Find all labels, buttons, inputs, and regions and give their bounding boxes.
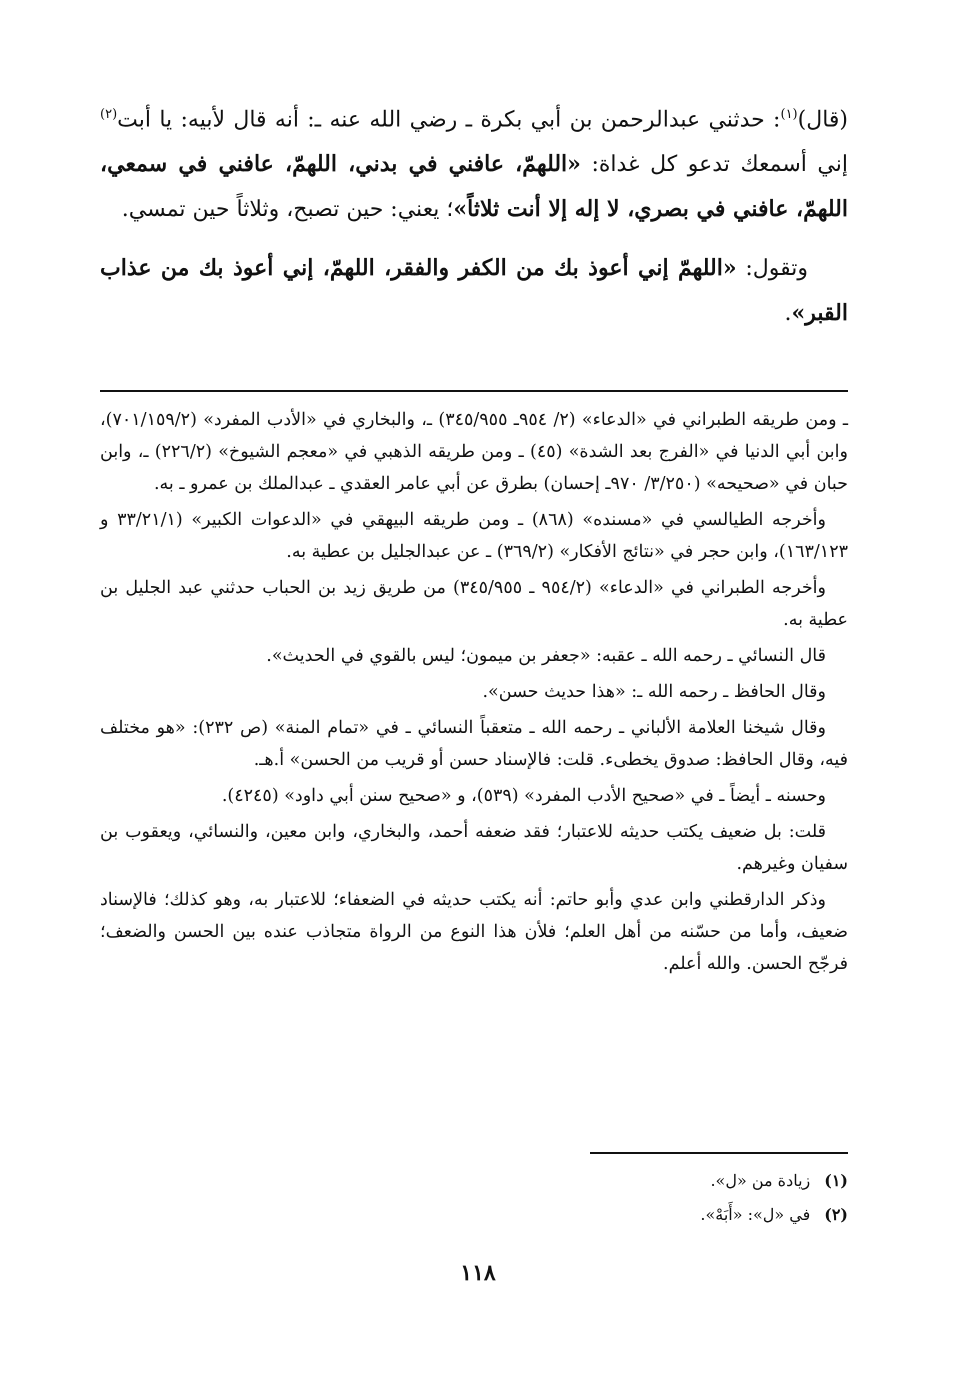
footnote-divider	[590, 1152, 848, 1154]
note-paragraph: ـ ومن طريقه الطبراني في «الدعاء» (٢/ ٩٥٤ـ ٣٤٥/٩٥٥) ـ، والبخاري في «الأدب المفرد» (٧٠١/١٥٩/٢)، وابن أبي الدنيا في «الفرج بعد الشدة» (٤٥) ـ ومن طريقه الذهبي في «معجم الشيوخ» (٢٢٦/٢) ـ، وابن حبان في «صحيحه» (٣/٢٥٠/ ٩٧٠ـ إحسان) بطرق عن أبي عامر العقدي ـ عبدالملك بن عمرو ـ به.	[100, 410, 848, 494]
note-paragraph: وأخرجه الطيالسي في «مسنده» (٨٦٨) ـ ومن طريقه البيهقي في «الدعوات الكبير» (٣٣/٢١/١ و ١٦٣/١٢٣)، وابن حجر في «نتائج الأفكار» (٣٦٩/٢) ـ عن عبدالجليل بن عطية به.	[100, 510, 848, 562]
text-run: وتقول:	[736, 256, 808, 282]
note-paragraph: وقال شيخنا العلامة الألباني ـ رحمه الله ـ متعقباً النسائي ـ في «تمام المنة» (ص ٢٣٢): «هو مختلف فيه، وقال الحافظ: صدوق يخطىء. قلت: فالإسناد حسن أو قريب من الحسن» أ.هـ.	[100, 718, 848, 770]
text-run: (قال)	[797, 107, 848, 133]
note-paragraph: قال النسائي ـ رحمه الله ـ عقبه: «جعفر بن ميمون؛ ليس بالقوي في الحديث».	[266, 646, 826, 666]
hadith-paragraph	[100, 92, 848, 232]
main-text	[100, 92, 848, 350]
note-paragraph: وذكر الدارقطني وابن عدي وأبو حاتم: أنه يكتب حديثه في الضعفاء؛ للاعتبار به، وهو كذلك؛ فالإسناد ضعيف، وأما من حسّنه من أهل العلم؛ فلأن هذا النوع من الرواة متجاذب عنده بين الحسن والضعف؛ فرجّح الحسن. والله أعلم.	[100, 890, 848, 974]
takhrij-notes	[100, 404, 848, 984]
text-run: ؛ يعني: حين تصبح، وثلاثاً حين تمسي.	[121, 197, 454, 223]
supplication-paragraph	[100, 246, 848, 336]
supplication-text: «اللهمّ، عافني في بدني، اللهمّ، عافني في سمعي، اللهمّ، عافني في بصري، لا إله إلا أنت ثلاثاً»	[100, 151, 848, 223]
note-paragraph: وقال الحافظ ـ رحمه الله ـ: «هذا حديث حسن».	[482, 682, 826, 702]
footnote-text: في «ل»: «أَبَهْ».	[700, 1205, 811, 1224]
footnotes	[100, 1164, 848, 1232]
footnote-ref-2[interactable]: (٢)	[100, 107, 118, 122]
page-number: ١١٨	[460, 1260, 496, 1286]
footnote-text: زيادة من «ل».	[710, 1171, 811, 1190]
note-paragraph: وأخرجه الطبراني في «الدعاء» (٩٥٤/٢ ـ ٣٤٥/٩٥٥) من طريق زيد بن الحباب حدثني عبد الجليل بن عطية به.	[100, 578, 848, 630]
footnote-2	[100, 1198, 848, 1232]
note-paragraph: قلت: بل ضعيف يكتب حديثه للاعتبار؛ فقد ضعفه أحمد، والبخاري، وابن معين، والنسائي، ويعقوب بن سفيان وغيرهم.	[100, 822, 848, 874]
note-paragraph: وحسنه ـ أيضاً ـ في «صحيح الأدب المفرد» (٥٣٩)، و «صحيح سنن أبي داود» (٤٢٤٥).	[221, 786, 826, 806]
text-run: : حدثني عبدالرحمن بن أبي بكرة ـ رضي الله عنه ـ: أنه قال لأبيه: يا أبت	[117, 107, 781, 133]
main-divider	[100, 390, 848, 392]
supplication-text: «اللهمّ إني أعوذ بك من الكفر والفقر، اللهمّ، إني أعوذ بك من عذاب القبر»	[100, 255, 848, 327]
text-run: .	[784, 301, 792, 327]
footnote-number: (١)	[824, 1171, 848, 1190]
footnote-ref-1[interactable]: (١)	[780, 107, 798, 122]
footnote-1	[100, 1164, 848, 1198]
footnote-number: (٢)	[824, 1205, 848, 1224]
text-run: إني أسمعك تدعو كل غداة:	[580, 152, 848, 178]
